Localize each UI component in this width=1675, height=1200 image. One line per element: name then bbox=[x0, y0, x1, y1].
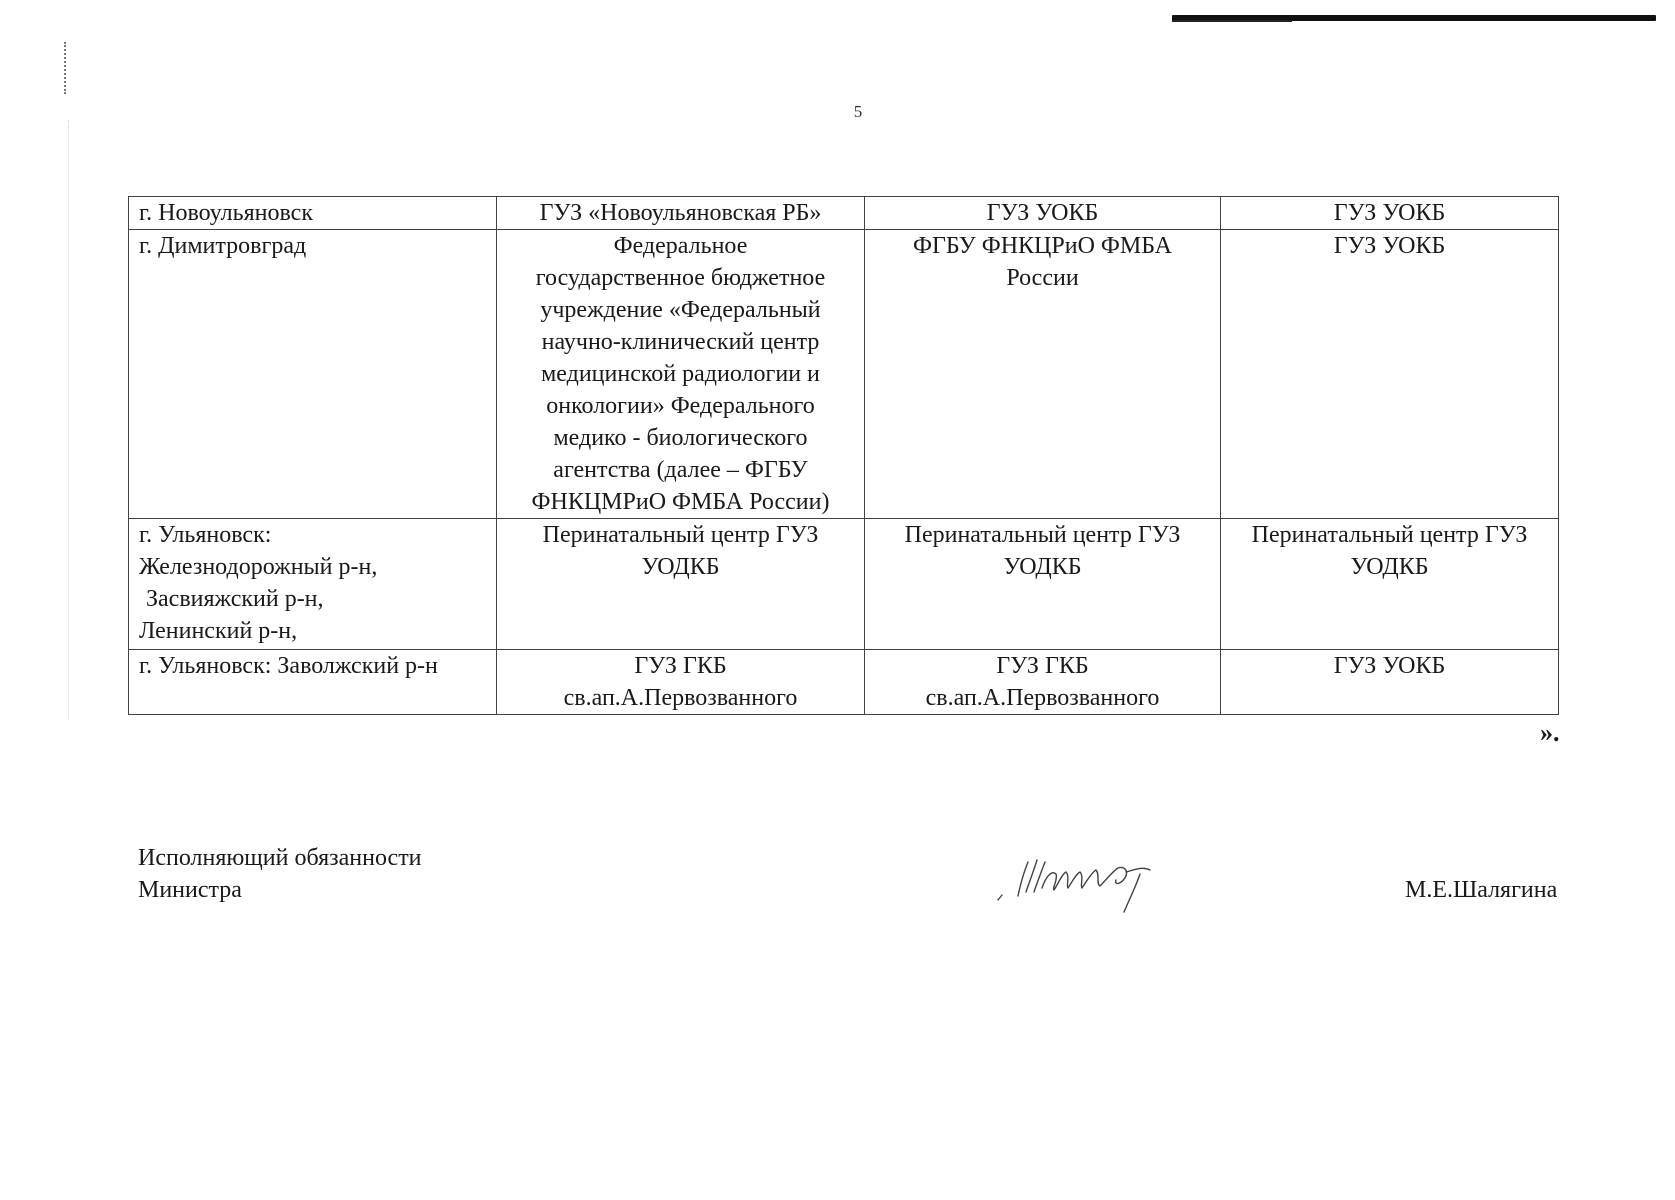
closing-quote: ». bbox=[1540, 718, 1560, 747]
table-row bbox=[129, 197, 1559, 230]
cell-level-1 bbox=[497, 519, 865, 650]
cell-territory bbox=[129, 650, 497, 715]
cell-line: ГУЗ ГКБ bbox=[634, 653, 727, 679]
table-row bbox=[129, 230, 1559, 519]
cell-level-1 bbox=[497, 650, 865, 715]
cell-level-3 bbox=[1221, 197, 1559, 230]
cell-line: Перинатальный центр ГУЗ bbox=[1251, 522, 1528, 548]
cell-line: учреждение «Федеральный bbox=[540, 297, 821, 323]
cell-line: научно-клинический центр bbox=[541, 329, 820, 355]
cell-line: ФНКЦМРиО ФМБА России) bbox=[531, 489, 830, 515]
cell-line: Перинатальный центр ГУЗ bbox=[542, 522, 819, 548]
scan-specks bbox=[64, 42, 70, 94]
cell-line: государственное бюджетное bbox=[535, 265, 826, 291]
cell-line: ГУЗ УОКБ bbox=[1333, 653, 1446, 679]
cell-line: ГУЗ «Новоульяновская РБ» bbox=[539, 200, 822, 226]
cell-line: г. Ульяновск: Заволжский р-н bbox=[139, 653, 438, 679]
cell-line: ГУЗ УОКБ bbox=[1333, 233, 1446, 259]
scan-specks-faint bbox=[68, 120, 71, 720]
cell-line: г. Новоульяновск bbox=[139, 200, 313, 226]
table-row bbox=[129, 519, 1559, 650]
cell-line: г. Ульяновск: bbox=[139, 522, 272, 548]
cell-level-2 bbox=[865, 650, 1221, 715]
cell-level-1 bbox=[497, 230, 865, 519]
cell-territory bbox=[129, 197, 497, 230]
cell-line: Железнодорожный р-н, bbox=[139, 554, 378, 580]
signatory-name: М.Е.Шалягина bbox=[1405, 877, 1558, 903]
cell-line: ГУЗ УОКБ bbox=[986, 200, 1099, 226]
table-row bbox=[129, 650, 1559, 715]
signatory-title-line: Исполняющий обязанности bbox=[138, 845, 422, 871]
cell-line: медицинской радиологии и bbox=[541, 361, 820, 387]
cell-level-2 bbox=[865, 519, 1221, 650]
cell-line: онкологии» Федерального bbox=[546, 393, 815, 419]
signatory-title bbox=[138, 842, 422, 906]
cell-line: медико - биологического bbox=[553, 425, 808, 451]
routing-table bbox=[128, 196, 1559, 715]
cell-line: св.ап.А.Первозванного bbox=[563, 685, 798, 711]
cell-line: Ленинский р-н, bbox=[139, 618, 298, 644]
cell-level-3 bbox=[1221, 230, 1559, 519]
cell-line: агентства (далее – ФГБУ bbox=[553, 457, 808, 483]
cell-line: УОДКБ bbox=[641, 554, 720, 580]
cell-level-2 bbox=[865, 197, 1221, 230]
cell-line: Перинатальный центр ГУЗ bbox=[904, 522, 1181, 548]
cell-level-1 bbox=[497, 197, 865, 230]
cell-level-3 bbox=[1221, 519, 1559, 650]
cell-line: ГУЗ ГКБ bbox=[996, 653, 1089, 679]
cell-line: ФГБУ ФНКЦРиО ФМБА bbox=[912, 233, 1173, 259]
cell-line: св.ап.А.Первозванного bbox=[925, 685, 1160, 711]
cell-line: России bbox=[1006, 265, 1079, 291]
cell-line: г. Димитровград bbox=[139, 233, 307, 259]
cell-line: УОДКБ bbox=[1003, 554, 1082, 580]
cell-line: Засвияжский р-н, bbox=[146, 586, 324, 612]
handwritten-signature bbox=[990, 840, 1190, 920]
cell-territory bbox=[129, 230, 497, 519]
signatory-title-line: Министра bbox=[138, 877, 242, 903]
page-number: 5 bbox=[853, 102, 863, 121]
cell-line: ГУЗ УОКБ bbox=[1333, 200, 1446, 226]
cell-line: УОДКБ bbox=[1350, 554, 1429, 580]
cell-line: Федеральное bbox=[613, 233, 748, 259]
cell-level-2 bbox=[865, 230, 1221, 519]
top-rule-thin bbox=[1172, 20, 1292, 22]
cell-level-3 bbox=[1221, 650, 1559, 715]
cell-territory bbox=[129, 519, 497, 650]
